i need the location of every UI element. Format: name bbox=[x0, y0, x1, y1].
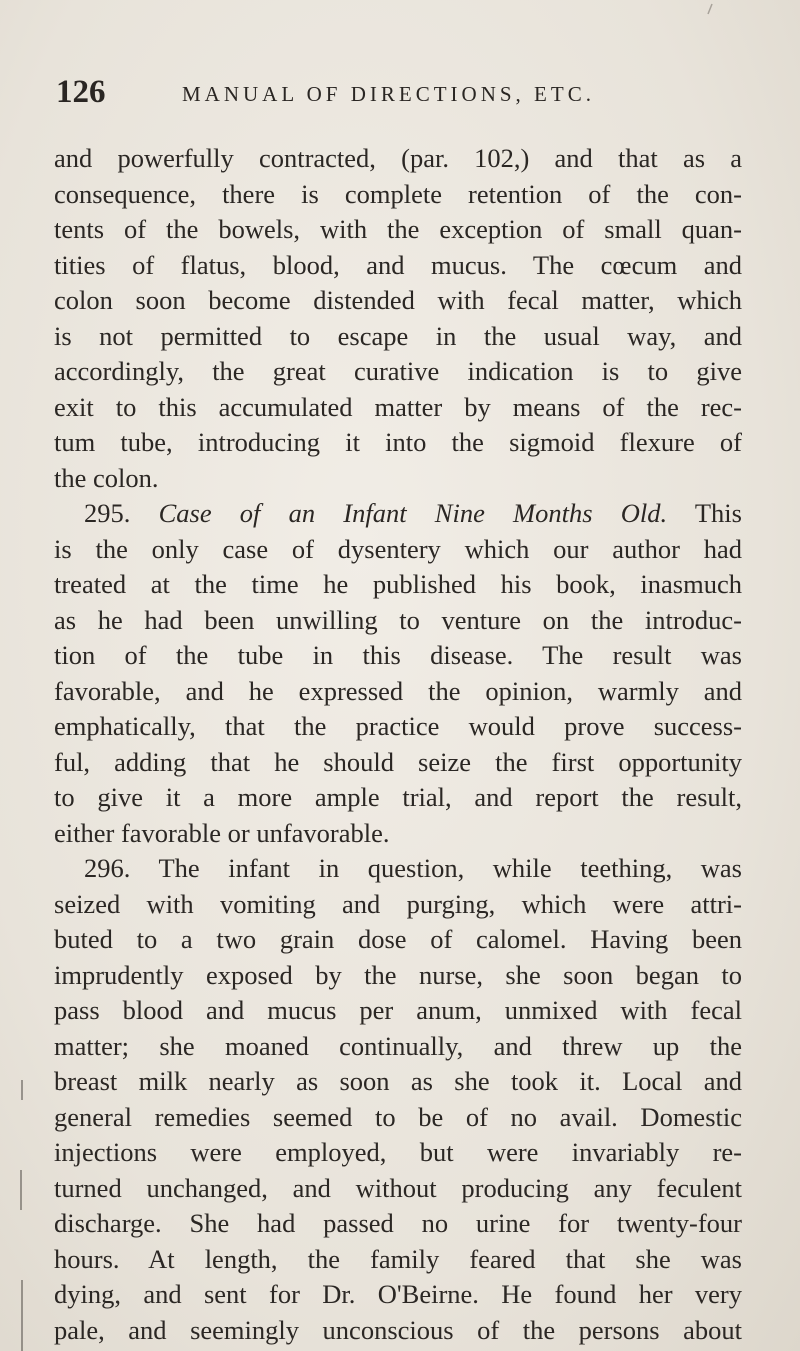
text-fragment: This bbox=[694, 498, 742, 528]
text-line: general remedies seemed to be of no avail. Domestic bbox=[54, 1101, 742, 1132]
text-line: turned unchanged, and without producing any feculent bbox=[54, 1172, 742, 1203]
text-line: colon soon become distended with fecal matter, which bbox=[54, 285, 742, 315]
text-line: buted to a two grain dose of calomel. Having been bbox=[54, 924, 742, 954]
text-line: accordingly, the great curative indication is to give bbox=[54, 356, 742, 386]
text-line: breast milk nearly as soon as she took it. Local and bbox=[54, 1066, 742, 1096]
text-line: and powerfully contracted, (par. 102,) and that as a bbox=[54, 143, 742, 173]
text-line: exit to this accumulated matter by means of the rec- bbox=[54, 391, 742, 422]
running-head: MANUAL OF DIRECTIONS, ETC. bbox=[182, 82, 595, 106]
text-line: tents of the bowels, with the exception of small quan- bbox=[54, 214, 742, 244]
text-line: is the only case of dysentery which our author had bbox=[54, 533, 742, 564]
text-line: emphatically, that the practice would prove success- bbox=[54, 711, 742, 741]
section-heading-line bbox=[54, 496, 742, 532]
text-line: tum tube, introducing it into the sigmoid flexure of bbox=[54, 427, 742, 457]
paragraph-number: 295. bbox=[84, 498, 131, 528]
text-line: injections were employed, but were invariably re- bbox=[54, 1137, 742, 1167]
text-line: to give it a more ample trial, and report the result, bbox=[54, 782, 742, 812]
page-header bbox=[56, 72, 746, 112]
page-number: 126 bbox=[56, 74, 106, 110]
text-line: as he had been unwilling to venture on the introduc- bbox=[54, 604, 742, 635]
text-line: tion of the tube in this disease. The result was bbox=[54, 640, 742, 670]
text-line: is not permitted to escape in the usual way, and bbox=[54, 320, 742, 351]
text-line: seized with vomiting and purging, which were attri- bbox=[54, 888, 742, 919]
text-line: discharge. She had passed no urine for twenty-four bbox=[54, 1208, 742, 1238]
text-line: 296. The infant in question, while teething, was bbox=[84, 853, 742, 883]
text-line: matter; she moaned continually, and threw up the bbox=[54, 1030, 742, 1061]
text-line: hours. At length, the family feared that she was bbox=[54, 1243, 742, 1274]
text-line: tities of flatus, blood, and mucus. The cœcum and bbox=[54, 249, 742, 280]
text-line: imprudently exposed by the nurse, she soon began to bbox=[54, 959, 742, 990]
text-line: pass blood and mucus per anum, unmixed with fecal bbox=[54, 995, 742, 1025]
text-line: dying, and sent for Dr. O'Beirne. He found her very bbox=[54, 1279, 742, 1309]
text-line: ful, adding that he should seize the first opportunity bbox=[54, 746, 742, 777]
text-line: pale, and seemingly unconscious of the persons about bbox=[54, 1314, 742, 1345]
text-line: consequence, there is complete retention of the con- bbox=[54, 178, 742, 209]
section-title: Case of an Infant Nine Months Old. bbox=[158, 498, 668, 528]
text-line: favorable, and he expressed the opinion, warmly and bbox=[54, 675, 742, 706]
text-line: the colon. bbox=[54, 462, 159, 493]
text-line: treated at the time he published his book, inasmuch bbox=[54, 569, 742, 599]
body-text bbox=[54, 141, 742, 1348]
text-line: either favorable or unfavorable. bbox=[54, 817, 390, 848]
